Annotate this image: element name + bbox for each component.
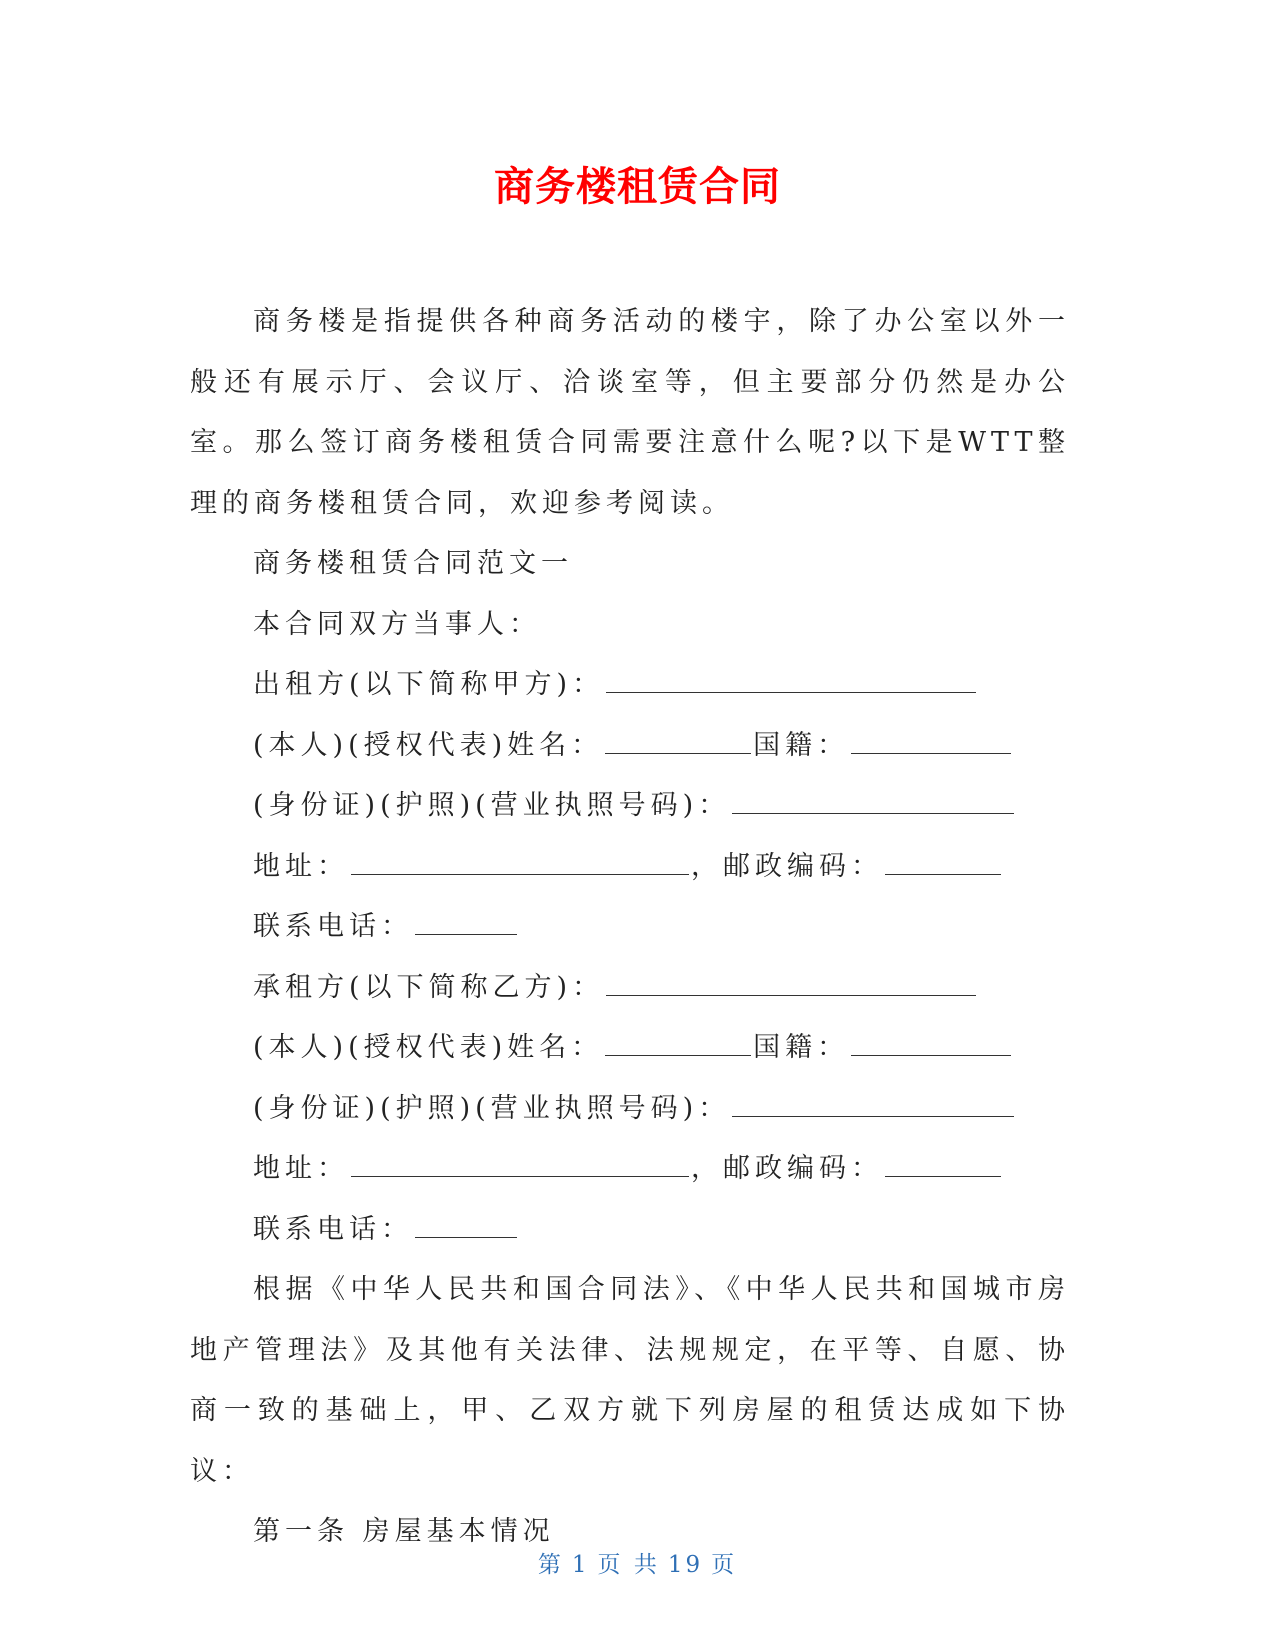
postcode-label: ，邮政编码： (691, 1153, 883, 1184)
address-blank[interactable] (351, 852, 689, 875)
party-b-phone-field (253, 1200, 1070, 1261)
nationality-label: 国籍： (753, 1032, 850, 1063)
page-number: 1 (571, 1552, 590, 1578)
party-a-phone-field (253, 897, 1070, 958)
postcode-blank[interactable] (885, 852, 1001, 875)
article-one-heading: 第一条 房屋基本情况 (253, 1516, 555, 1547)
lessor-blank[interactable] (606, 670, 976, 693)
address-blank[interactable] (351, 1154, 689, 1177)
id-label: (身份证)(护照)(营业执照号码)： (253, 790, 731, 821)
phone-label: 联系电话： (253, 911, 413, 942)
name-label: (本人)(授权代表)姓名： (253, 1032, 604, 1063)
address-label: 地址： (253, 1153, 349, 1184)
name-blank[interactable] (605, 731, 751, 754)
party-a-address-field (253, 837, 1070, 898)
document-title: 商务楼租赁合同 (494, 164, 781, 210)
postcode-label: ，邮政编码： (691, 850, 883, 882)
phone-blank[interactable] (415, 1215, 517, 1238)
page-prefix: 第 (537, 1552, 564, 1578)
document-body (190, 292, 1070, 1563)
id-label: (身份证)(护照)(营业执照号码)： (253, 1092, 731, 1124)
party-b-name-field (253, 1018, 1070, 1079)
parties-heading: 本合同双方当事人： (253, 608, 541, 640)
page-mid: 页 共 (597, 1552, 660, 1578)
postcode-blank[interactable] (885, 1154, 1001, 1177)
sample-heading: 商务楼租赁合同范文一 (253, 548, 573, 579)
party-a-id-field (253, 776, 1070, 837)
lessee-blank[interactable] (606, 973, 976, 996)
lessor-label: 出租方(以下简称甲方)： (253, 669, 605, 700)
party-a-lessor-field (253, 655, 1070, 716)
party-a-name-field (253, 716, 1070, 777)
name-label: (本人)(授权代表)姓名： (253, 729, 604, 761)
id-blank[interactable] (732, 791, 1014, 814)
intro-paragraph: 商务楼是指提供各种商务活动的楼宇，除了办公室以外一般还有展示厅、会议厅、洽谈室等，但主要部分仍然是办公室。那么签订商务楼租赁合同需要注意什么呢?以下是WTT整理的商务楼租赁合同，欢迎参考阅读。 (190, 306, 1070, 519)
nationality-label: 国籍： (753, 729, 850, 761)
page-footer (0, 1546, 1275, 1579)
party-b-lessee-field (253, 958, 1070, 1019)
nationality-blank[interactable] (851, 731, 1011, 754)
phone-label: 联系电话： (253, 1213, 413, 1245)
address-label: 地址： (253, 850, 349, 882)
id-blank[interactable] (732, 1094, 1014, 1117)
total-pages: 19 (667, 1552, 704, 1578)
page-suffix: 页 (711, 1552, 738, 1578)
legal-basis-paragraph: 根据《中华人民共和国合同法》、《中华人民共和国城市房地产管理法》及其他有关法律、法规规定，在平等、自愿、协商一致的基础上，甲、乙双方就下列房屋的租赁达成如下协议： (190, 1274, 1070, 1487)
party-b-id-field (253, 1079, 1070, 1140)
phone-blank[interactable] (415, 912, 517, 935)
nationality-blank[interactable] (851, 1033, 1011, 1056)
lessee-label: 承租方(以下简称乙方)： (253, 971, 605, 1003)
name-blank[interactable] (605, 1033, 751, 1056)
party-b-address-field (253, 1139, 1070, 1200)
